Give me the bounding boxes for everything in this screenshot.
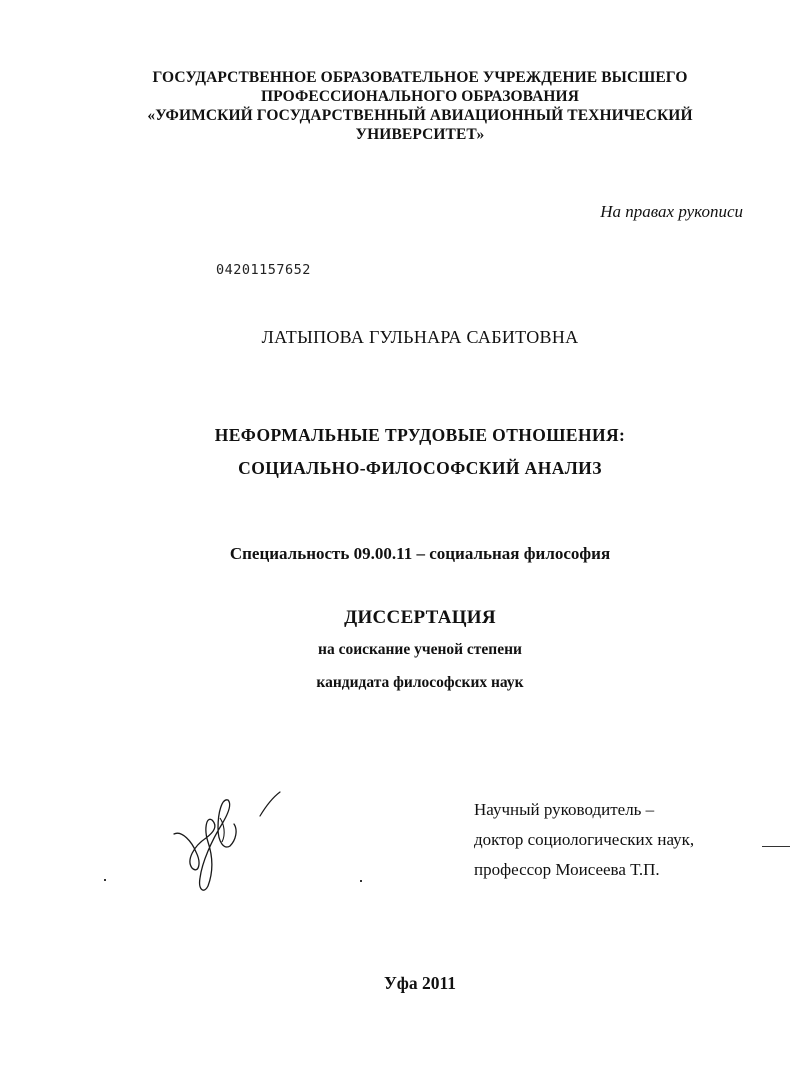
institution-line-3: «УФИМСКИЙ ГОСУДАРСТВЕННЫЙ АВИАЦИОННЫЙ ТЕХНИЧЕСКИЙ — [147, 107, 693, 124]
institution-header — [0, 68, 795, 144]
scan-mark — [104, 879, 106, 881]
specialty: Специальность 09.00.11 – социальная философия — [229, 544, 611, 563]
institution-line-2: ПРОФЕССИОНАЛЬНОГО ОБРАЗОВАНИЯ — [261, 88, 579, 105]
handwritten-signature-icon — [168, 790, 298, 900]
supervisor-line-1: Научный руководитель – — [474, 800, 655, 819]
rights-note: На правах рукописи — [600, 202, 743, 221]
degree-line-1: на соискание ученой степени — [318, 641, 522, 658]
institution-line-4: УНИВЕРСИТЕТ» — [355, 126, 485, 143]
city-year: Уфа 2011 — [383, 973, 457, 993]
scan-mark — [360, 880, 362, 882]
institution-line-1: ГОСУДАРСТВЕННОЕ ОБРАЗОВАТЕЛЬНОЕ УЧРЕЖДЕНИЕ ВЫСШЕГО — [152, 69, 688, 86]
title-line-1: НЕФОРМАЛЬНЫЕ ТРУДОВЫЕ ОТНОШЕНИЯ: — [214, 425, 626, 445]
catalog-code: 04201157652 — [216, 262, 311, 278]
author-name: ЛАТЫПОВА ГУЛЬНАРА САБИТОВНА — [261, 327, 579, 347]
dissertation-heading: ДИССЕРТАЦИЯ — [344, 607, 496, 628]
degree-line-2: кандидата философских наук — [316, 674, 524, 691]
supervisor-block — [474, 795, 694, 885]
supervisor-line-2: доктор социологических наук, — [474, 830, 695, 849]
dissertation-title — [0, 419, 795, 485]
title-line-2: СОЦИАЛЬНО-ФИЛОСОФСКИЙ АНАЛИЗ — [238, 458, 602, 478]
supervisor-line-3: профессор Моисеева Т.П. — [474, 860, 660, 879]
scan-mark — [762, 846, 790, 847]
